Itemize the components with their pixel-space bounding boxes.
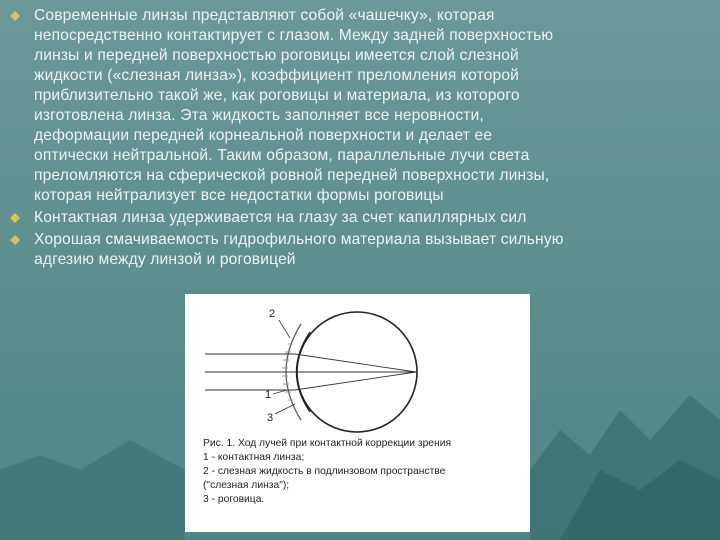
slide-text-list bbox=[8, 6, 714, 270]
bullet-line: преломляются на сферической ровной передней поверхности линзы, bbox=[34, 167, 550, 184]
bullet-line: адгезию между линзой и роговицей bbox=[34, 251, 296, 268]
bullet-item bbox=[8, 208, 714, 228]
diamond-bullet-icon bbox=[10, 213, 20, 223]
bullet-line: непосредственно контактирует с глазом. Между задней поверхностью bbox=[34, 27, 554, 44]
bullet-item bbox=[8, 230, 714, 270]
diamond-bullet-icon bbox=[10, 235, 20, 245]
bullet-line: Контактная линза удерживается на глазу за счет капиллярных сил bbox=[34, 209, 527, 226]
bullet-line: деформации передней корнеальной поверхности и делает ее bbox=[34, 127, 493, 144]
caption-line: 3 - роговица. bbox=[203, 494, 265, 505]
label-1: 1 bbox=[265, 389, 272, 401]
bullet-line: приблизительно такой же, как роговицы и материала, из которого bbox=[34, 87, 520, 104]
label-2: 2 bbox=[269, 308, 276, 320]
bullet-line: Современные линзы представляют собой «чашечку», которая bbox=[34, 7, 495, 24]
eye-ray-diagram bbox=[185, 294, 530, 434]
bullet-item bbox=[8, 6, 714, 206]
label-3: 3 bbox=[267, 412, 274, 424]
caption-line: 2 - слезная жидкость в подлинзовом пространстве bbox=[203, 466, 446, 477]
bullet-line: которая нейтрализует все недостатки формы роговицы bbox=[34, 187, 444, 204]
bullet-line: оптически нейтральной. Таким образом, параллельные лучи света bbox=[34, 147, 530, 164]
caption-line: ("слезная линза"); bbox=[203, 480, 290, 491]
caption-line: 1 - контактная линза; bbox=[203, 452, 305, 463]
bullet-line: Хорошая смачиваемость гидрофильного материала вызывает сильную bbox=[34, 231, 564, 248]
caption-line: Рис. 1. Ход лучей при контактной коррекции зрения bbox=[203, 438, 452, 449]
bullet-line: изготовлена линза. Эта жидкость заполняет все неровности, bbox=[34, 107, 484, 124]
light-rays bbox=[205, 354, 416, 390]
bullet-line: линзы и передней поверхностью роговицы имеется слой слезной bbox=[34, 47, 519, 64]
figure-caption bbox=[203, 437, 523, 507]
bullet-line: жидкости («слезная линза»), коэффициент преломления которой bbox=[34, 67, 520, 84]
contact-lens-figure bbox=[185, 294, 530, 532]
diamond-bullet-icon bbox=[10, 11, 20, 21]
